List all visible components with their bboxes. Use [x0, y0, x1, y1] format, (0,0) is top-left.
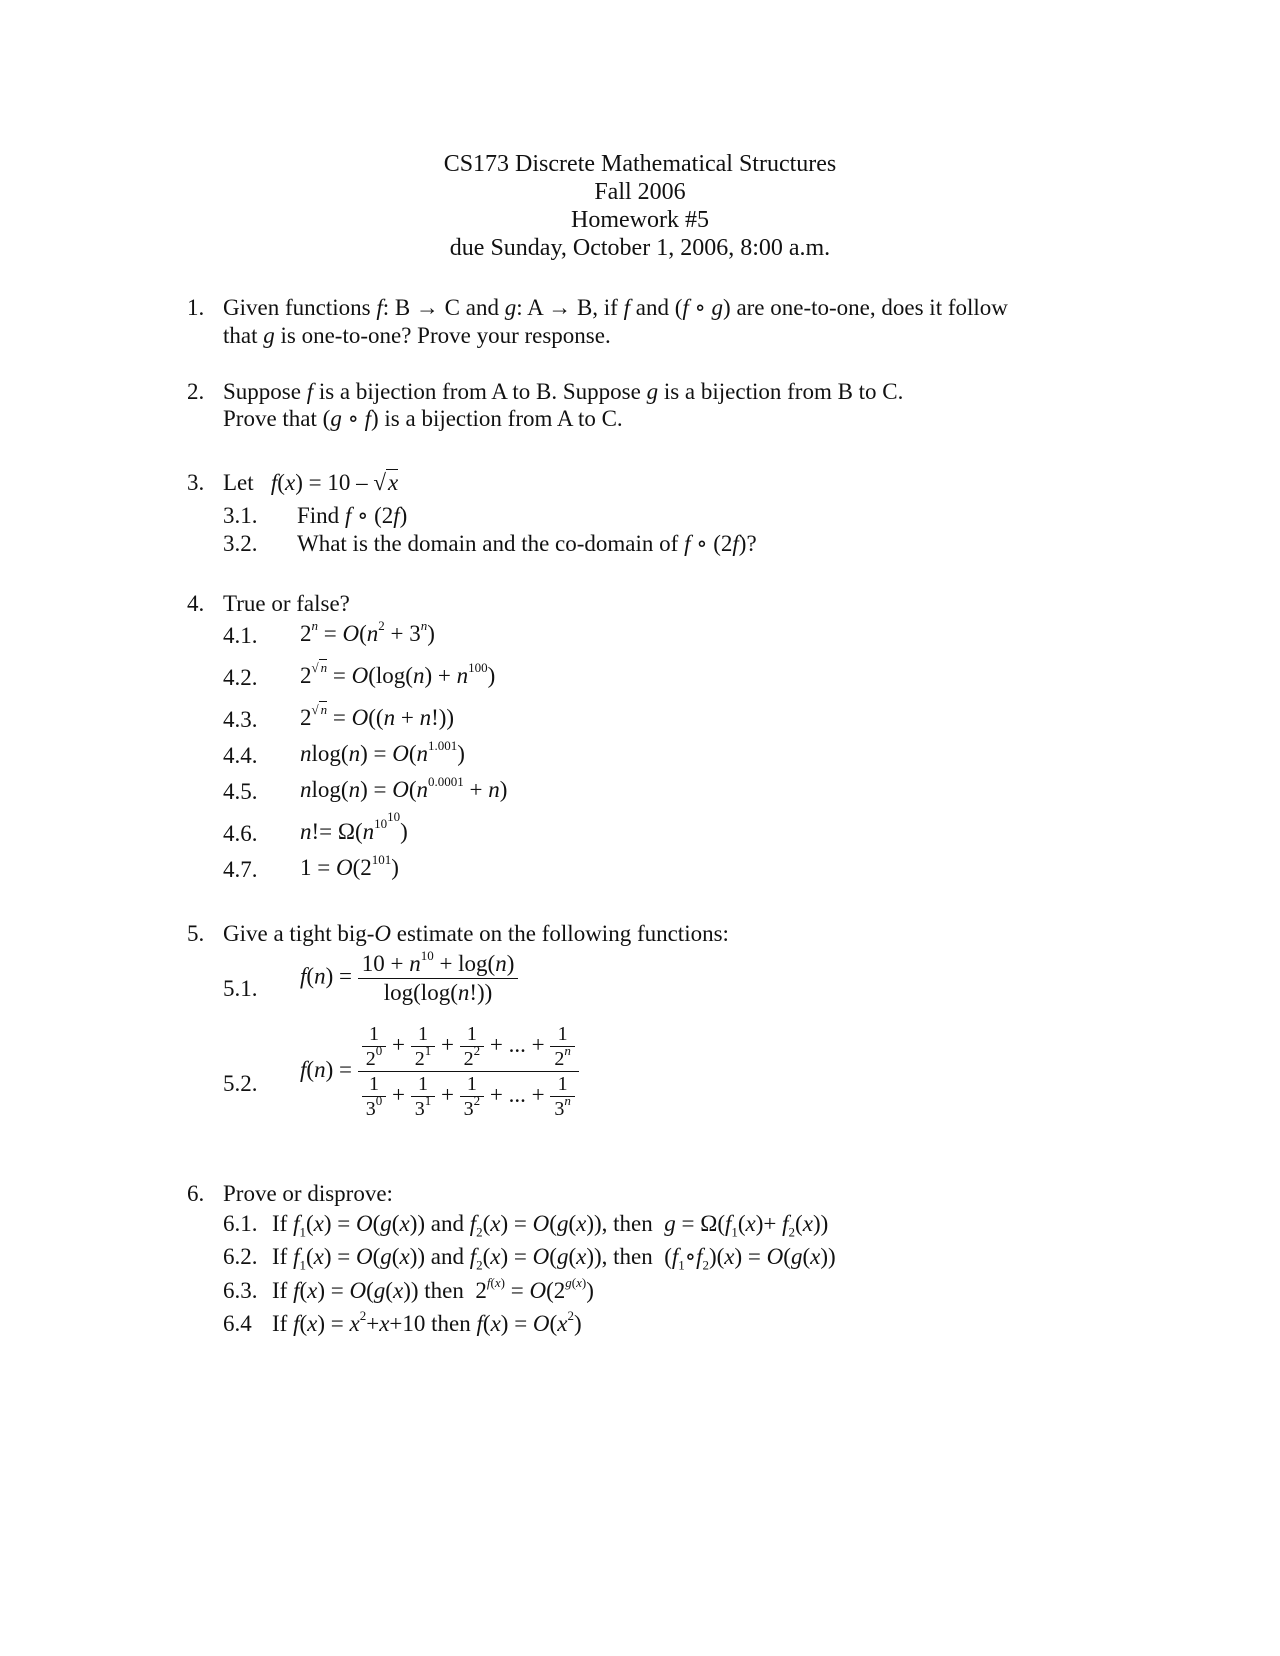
math-expression: $2^n = O(n^2 + 3^n)$ [300, 618, 435, 646]
problem-text: Suppose f is a bijection from A to B. Suppose g is a bijection from B to C. [223, 379, 904, 404]
math-expression: f(n) = $\frac{1}{2^0}$ + $\frac{1}{2^1}$ + $\frac{1}{2^2}$ + ... + $\frac{1}{2^n}$ $\frac{1}{3^0}$ + $\frac{1}{3^1}$ + $\frac{1}{3^2}$ + ... + $\frac{1}{3^n}$ [300, 1022, 579, 1121]
subproblem-text: What is the domain and the co-domain of f ∘ (2f)? [297, 531, 757, 556]
subproblem-number: 4.7. [223, 857, 258, 882]
subproblem-number: 6.2. [223, 1244, 258, 1269]
subproblem-number: 6.3. [223, 1278, 258, 1303]
term: Fall 2006 [594, 179, 686, 205]
math-expression: f(x) = 10 – √x [270, 470, 399, 495]
problem-text: Prove or disprove: [223, 1181, 393, 1206]
subproblem-number: 4.5. [223, 779, 258, 804]
fraction: $\frac{10 + n^{10} + \log(n)}{\log(\log(n!))}$ [358, 950, 519, 1006]
problem-number: 6. [187, 1181, 205, 1206]
subproblem-number: 4.2. [223, 665, 258, 690]
subproblem-number: 4.1. [223, 623, 258, 648]
course-title: CS173 Discrete Mathematical Structures [443, 151, 837, 177]
problem-text: True or false? [223, 591, 350, 616]
math-expression: $2^{√ n} = O((n + n!))$ [300, 702, 455, 730]
math-expression: $nlog(n) = O(n^{0.0001} + n)$ [300, 774, 508, 802]
subproblem-text: Find f ∘ (2f) [297, 503, 408, 528]
subproblem-number: 3.2. [223, 531, 258, 556]
subproblem-number: 4.4. [223, 743, 258, 768]
subproblem-number: 4.3. [223, 707, 258, 732]
math-expression: $1 = O(2^{101})$ [300, 852, 399, 880]
problem-text: Given functions f: B → C and g: A → B, if f and (f ∘ g) are one-to-one, does it follow [223, 295, 1008, 320]
subproblem-number: 5.2. [223, 1071, 258, 1096]
subproblem-number: 6.4 [223, 1311, 252, 1336]
subproblem-number: 3.1. [223, 503, 258, 528]
fraction: $\frac{1}{2^0}$ + $\frac{1}{2^1}$ + $\frac{1}{2^2}$ + ... + $\frac{1}{2^n}$ $\frac{1}{3^0}$ + $\frac{1}{3^1}$ + $\frac{1}{3^2}$ + ... + $\frac{1}{3^n}$ [358, 1022, 579, 1121]
subproblem-number: 5.1. [223, 976, 258, 1001]
math-expression: If $f_1(x) = O(g(x))$ and $f_2(x) = O(g(x))$, then $g = \Omega(f_1(x)+ f_2(x))$ [272, 1211, 829, 1240]
math-expression: If f(x) = O(g(x)) then $2^{f(x)} = O(2^{g(x)})$ [272, 1275, 594, 1303]
math-expression: f(n) = $\frac{10 + n^{10} + \log(n)}{\log(\log(n!))}$ [300, 950, 518, 1006]
math-expression: $2^{√ n} = O(\log(n) + n^{100})$ [300, 660, 496, 688]
math-expression: If $f_1(x) = O(g(x))$ and $f_2(x) = O(g(x))$, then $(f_1\circ f_2)(x) = O(g(x))$ [272, 1244, 836, 1273]
math-expression: If $f(x) = x^2+x+10$ then $f(x) = O(x^2)$ [272, 1308, 582, 1336]
problem-number: 4. [187, 591, 205, 616]
problem-text: Give a tight big-O estimate on the following functions: [223, 921, 729, 946]
problem-text: that g is one-to-one? Prove your response. [223, 323, 611, 348]
due-date: due Sunday, October 1, 2006, 8:00 a.m. [449, 235, 831, 261]
document-header [0, 150, 1280, 262]
subproblem-number: 6.1. [223, 1211, 258, 1236]
problem-number: 2. [187, 379, 205, 404]
subproblem-number: 4.6. [223, 821, 258, 846]
problem-text: Prove that (g ∘ f) is a bijection from A to C. [223, 406, 623, 431]
problem-number: 3. [187, 470, 205, 495]
math-expression: $n!= \Omega(n^{10^{10}})$ [300, 809, 408, 844]
assignment-title: Homework #5 [571, 207, 709, 233]
math-expression: $nlog(n) = O(n^{1.001})$ [300, 738, 465, 766]
problem-text: Let f(x) = 10 – √x [223, 470, 399, 495]
problem-number: 1. [187, 295, 205, 320]
problem-number: 5. [187, 921, 205, 946]
